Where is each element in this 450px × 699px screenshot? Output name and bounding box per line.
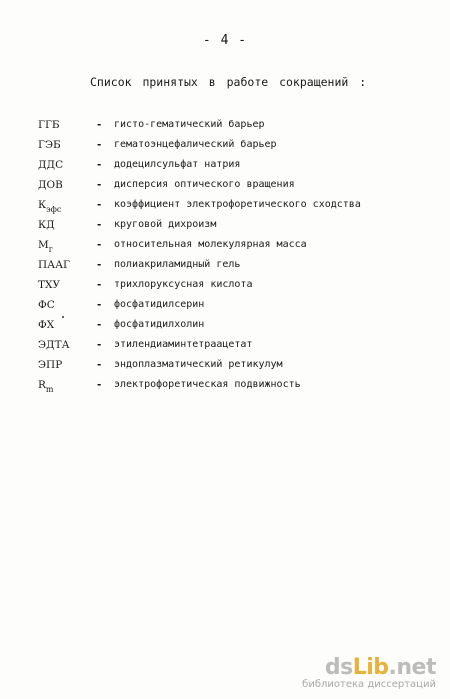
watermark-logo-accent: Lib (352, 655, 389, 680)
abbreviation-row (38, 259, 418, 279)
abbreviation-dash: - (96, 299, 103, 311)
abbreviation-code (38, 239, 96, 254)
abbreviation-dash: - (96, 199, 103, 211)
abbreviation-code-main: К (38, 199, 47, 211)
abbreviation-description: дисперсия оптического вращения (114, 179, 295, 190)
abbreviation-row (38, 199, 418, 219)
abbreviation-code (38, 299, 96, 311)
abbreviation-description: фосфатидилсерин (114, 299, 205, 310)
abbreviation-code (38, 339, 96, 351)
abbreviation-row (38, 239, 418, 259)
abbreviation-code-main: ФХ (38, 319, 55, 331)
abbreviation-code-main: ГЭБ (38, 139, 61, 151)
abbreviation-description: трихлоруксусная кислота (114, 279, 253, 290)
abbreviation-description: коэффициент электрофоретического сходства (114, 199, 361, 210)
abbreviation-description: относительная молекулярная масса (114, 239, 307, 250)
abbreviation-row (38, 379, 418, 399)
abbreviation-dash: - (96, 119, 103, 131)
abbreviation-description: эндоплазматический ретикулум (114, 359, 283, 370)
abbreviation-code (38, 179, 96, 191)
abbreviation-code (38, 319, 96, 331)
abbreviation-code-main: М (38, 239, 49, 251)
abbreviation-code (38, 379, 96, 394)
abbreviation-row (38, 179, 418, 199)
scan-speck (62, 316, 64, 318)
abbreviation-code-subscript: m (45, 385, 54, 394)
watermark-logo-prefix: ds (324, 655, 353, 680)
abbreviation-code-main: ФС (38, 299, 55, 311)
abbreviation-code-main: ГГБ (38, 119, 60, 131)
abbreviation-code (38, 359, 96, 371)
watermark (302, 657, 436, 691)
abbreviation-code (38, 219, 96, 231)
abbreviation-list (38, 119, 418, 399)
abbreviation-description: электрофоретическая подвижность (114, 379, 301, 390)
abbreviation-description: фосфатидилхолин (114, 319, 205, 330)
abbreviation-code-main: КД (38, 219, 55, 231)
abbreviation-dash: - (96, 339, 103, 351)
abbreviation-code (38, 199, 96, 214)
abbreviation-row (38, 119, 418, 139)
watermark-subtitle: библиотека диссертаций (302, 679, 436, 690)
abbreviation-code-main: ЭПР (38, 359, 63, 371)
abbreviation-row (38, 339, 418, 359)
abbreviation-dash: - (96, 179, 103, 191)
abbreviation-row (38, 319, 418, 339)
abbreviation-row (38, 139, 418, 159)
page-number: - 4 - (202, 33, 248, 48)
abbreviation-code-main: ДДС (38, 159, 64, 171)
abbreviation-code (38, 119, 96, 131)
abbreviation-description: додецилсульфат натрия (114, 159, 241, 170)
abbreviation-code (38, 279, 96, 291)
abbreviation-dash: - (96, 239, 103, 251)
watermark-logo-suffix: .net (388, 655, 436, 680)
abbreviation-dash: - (96, 139, 103, 151)
abbreviation-dash: - (96, 379, 103, 391)
abbreviation-code-subscript: г (48, 245, 53, 254)
abbreviation-row (38, 219, 418, 239)
abbreviation-code (38, 259, 96, 271)
abbreviation-code-main: ТХУ (38, 279, 61, 291)
abbreviation-code (38, 159, 96, 171)
list-heading: Список принятых в работе сокращений : (90, 75, 367, 89)
abbreviation-code-main: ЭДТА (38, 339, 70, 351)
abbreviation-dash: - (96, 359, 103, 371)
abbreviation-dash: - (96, 159, 103, 171)
abbreviation-description: гисто-гематический барьер (114, 119, 265, 130)
abbreviation-row (38, 279, 418, 299)
abbreviation-row (38, 159, 418, 179)
abbreviation-dash: - (96, 259, 103, 271)
abbreviation-row (38, 359, 418, 379)
abbreviation-code-main: R (38, 379, 46, 391)
abbreviation-description: полиакриламидный гель (114, 259, 241, 270)
abbreviation-code-main: ПААГ (38, 259, 71, 271)
abbreviation-code-subscript: эфс (46, 205, 62, 214)
abbreviation-code (38, 139, 96, 151)
abbreviation-dash: - (96, 219, 103, 231)
abbreviation-description: круговой дихроизм (114, 219, 217, 230)
abbreviation-description: этилендиаминтетраацетат (114, 339, 253, 350)
abbreviation-description: гематоэнцефалический барьер (114, 139, 277, 150)
abbreviation-dash: - (96, 319, 103, 331)
watermark-logo (302, 657, 436, 679)
abbreviation-row (38, 299, 418, 319)
abbreviation-code-main: ДОВ (38, 179, 63, 191)
abbreviation-dash: - (96, 279, 103, 291)
